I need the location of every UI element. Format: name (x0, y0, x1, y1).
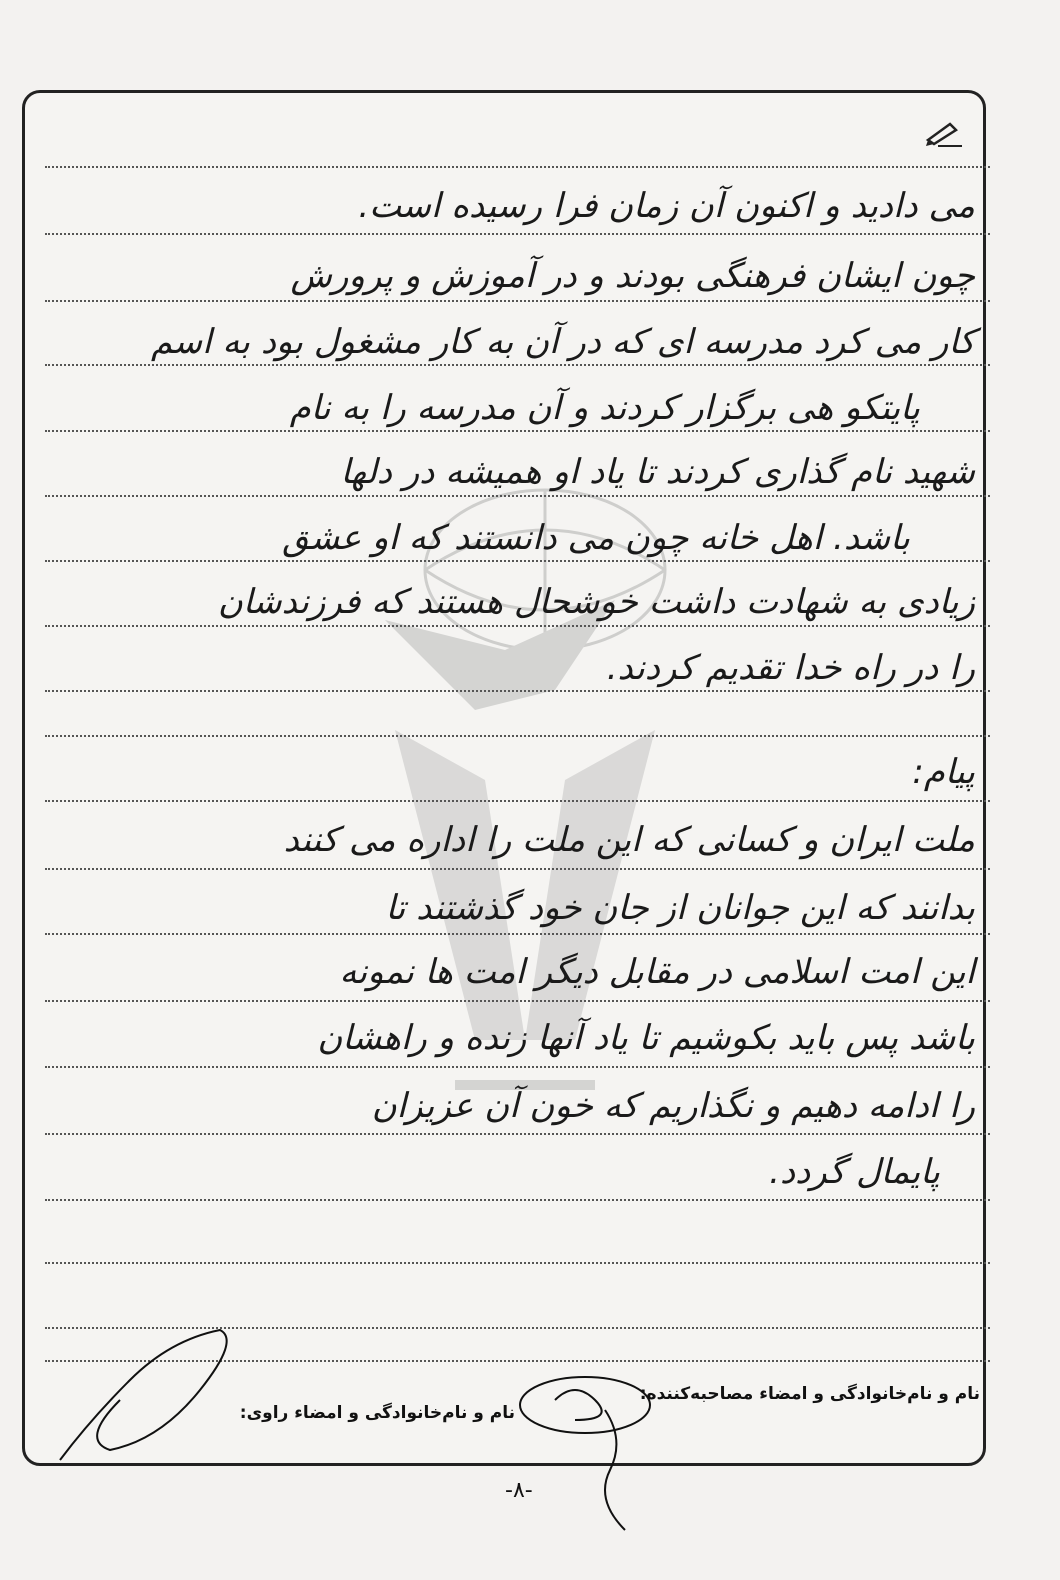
handwritten-line: پایمال گردد. (769, 1152, 940, 1192)
dotted-rule (45, 800, 990, 802)
dotted-rule (45, 868, 990, 870)
dotted-rule (45, 233, 990, 235)
handwritten-line: ملت ایران و کسانی که این ملت را اداره می کنند (283, 820, 975, 860)
dotted-rule (45, 166, 990, 168)
dotted-rule (45, 735, 990, 737)
narrator-signature-label: نام و نام‌خانوادگی و امضاء راوی: (239, 1403, 515, 1423)
handwritten-line: کار می کرد مدرسه ای که در آن به کار مشغول بود به اسم (150, 322, 975, 362)
dotted-rule (45, 1066, 990, 1068)
dotted-rule (45, 364, 990, 366)
handwritten-line: چون ایشان فرهنگی بودند و در آموزش و پرورش (290, 256, 975, 296)
page-number: -۸- (505, 1478, 533, 1503)
handwritten-line: پیام: (912, 752, 975, 792)
dotted-rule (45, 1262, 990, 1264)
dotted-rule (45, 690, 990, 692)
narrator-signature (50, 1320, 250, 1470)
handwritten-line: این امت اسلامی در مقابل دیگر امت ها نمونه (339, 952, 975, 992)
dotted-rule (45, 933, 990, 935)
handwritten-line: باشد. اهل خانه چون می دانستند که او عشق (282, 518, 910, 558)
interviewer-signature (515, 1370, 695, 1550)
dotted-rule (45, 1199, 990, 1201)
dotted-rule (45, 1133, 990, 1135)
dotted-rule (45, 495, 990, 497)
dotted-rule (45, 430, 990, 432)
dotted-rule (45, 1000, 990, 1002)
handwritten-line: را در راه خدا تقدیم کردند. (606, 648, 975, 688)
dotted-rule (45, 625, 990, 627)
handwritten-line: را ادامه دهیم و نگذاریم که خون آن عزیزان (371, 1086, 975, 1126)
interviewer-signature-label: نام و نام‌خانوادگی و امضاء مصاحبه‌کننده: (639, 1384, 980, 1404)
dotted-rule (45, 300, 990, 302)
handwritten-line: بدانند که این جوانان از جان خود گذشتند تا (385, 888, 975, 928)
handwritten-line: شهید نام گذاری کردند تا یاد او همیشه در دلها (340, 452, 975, 492)
handwritten-line: زیادی به شهادت داشت خوشحال هستند که فرزندشان (217, 582, 975, 622)
dotted-rule (45, 560, 990, 562)
handwritten-line: می دادید و اکنون آن زمان فرا رسیده است. (358, 186, 975, 226)
handwritten-line: باشد پس باید بکوشیم تا یاد آنها زنده و راهشان (317, 1018, 975, 1058)
pen-writing-icon (924, 118, 964, 148)
handwritten-line: پایتکو هی برگزار کردند و آن مدرسه را به نام (289, 388, 920, 428)
watermark-emblem (355, 480, 695, 1100)
